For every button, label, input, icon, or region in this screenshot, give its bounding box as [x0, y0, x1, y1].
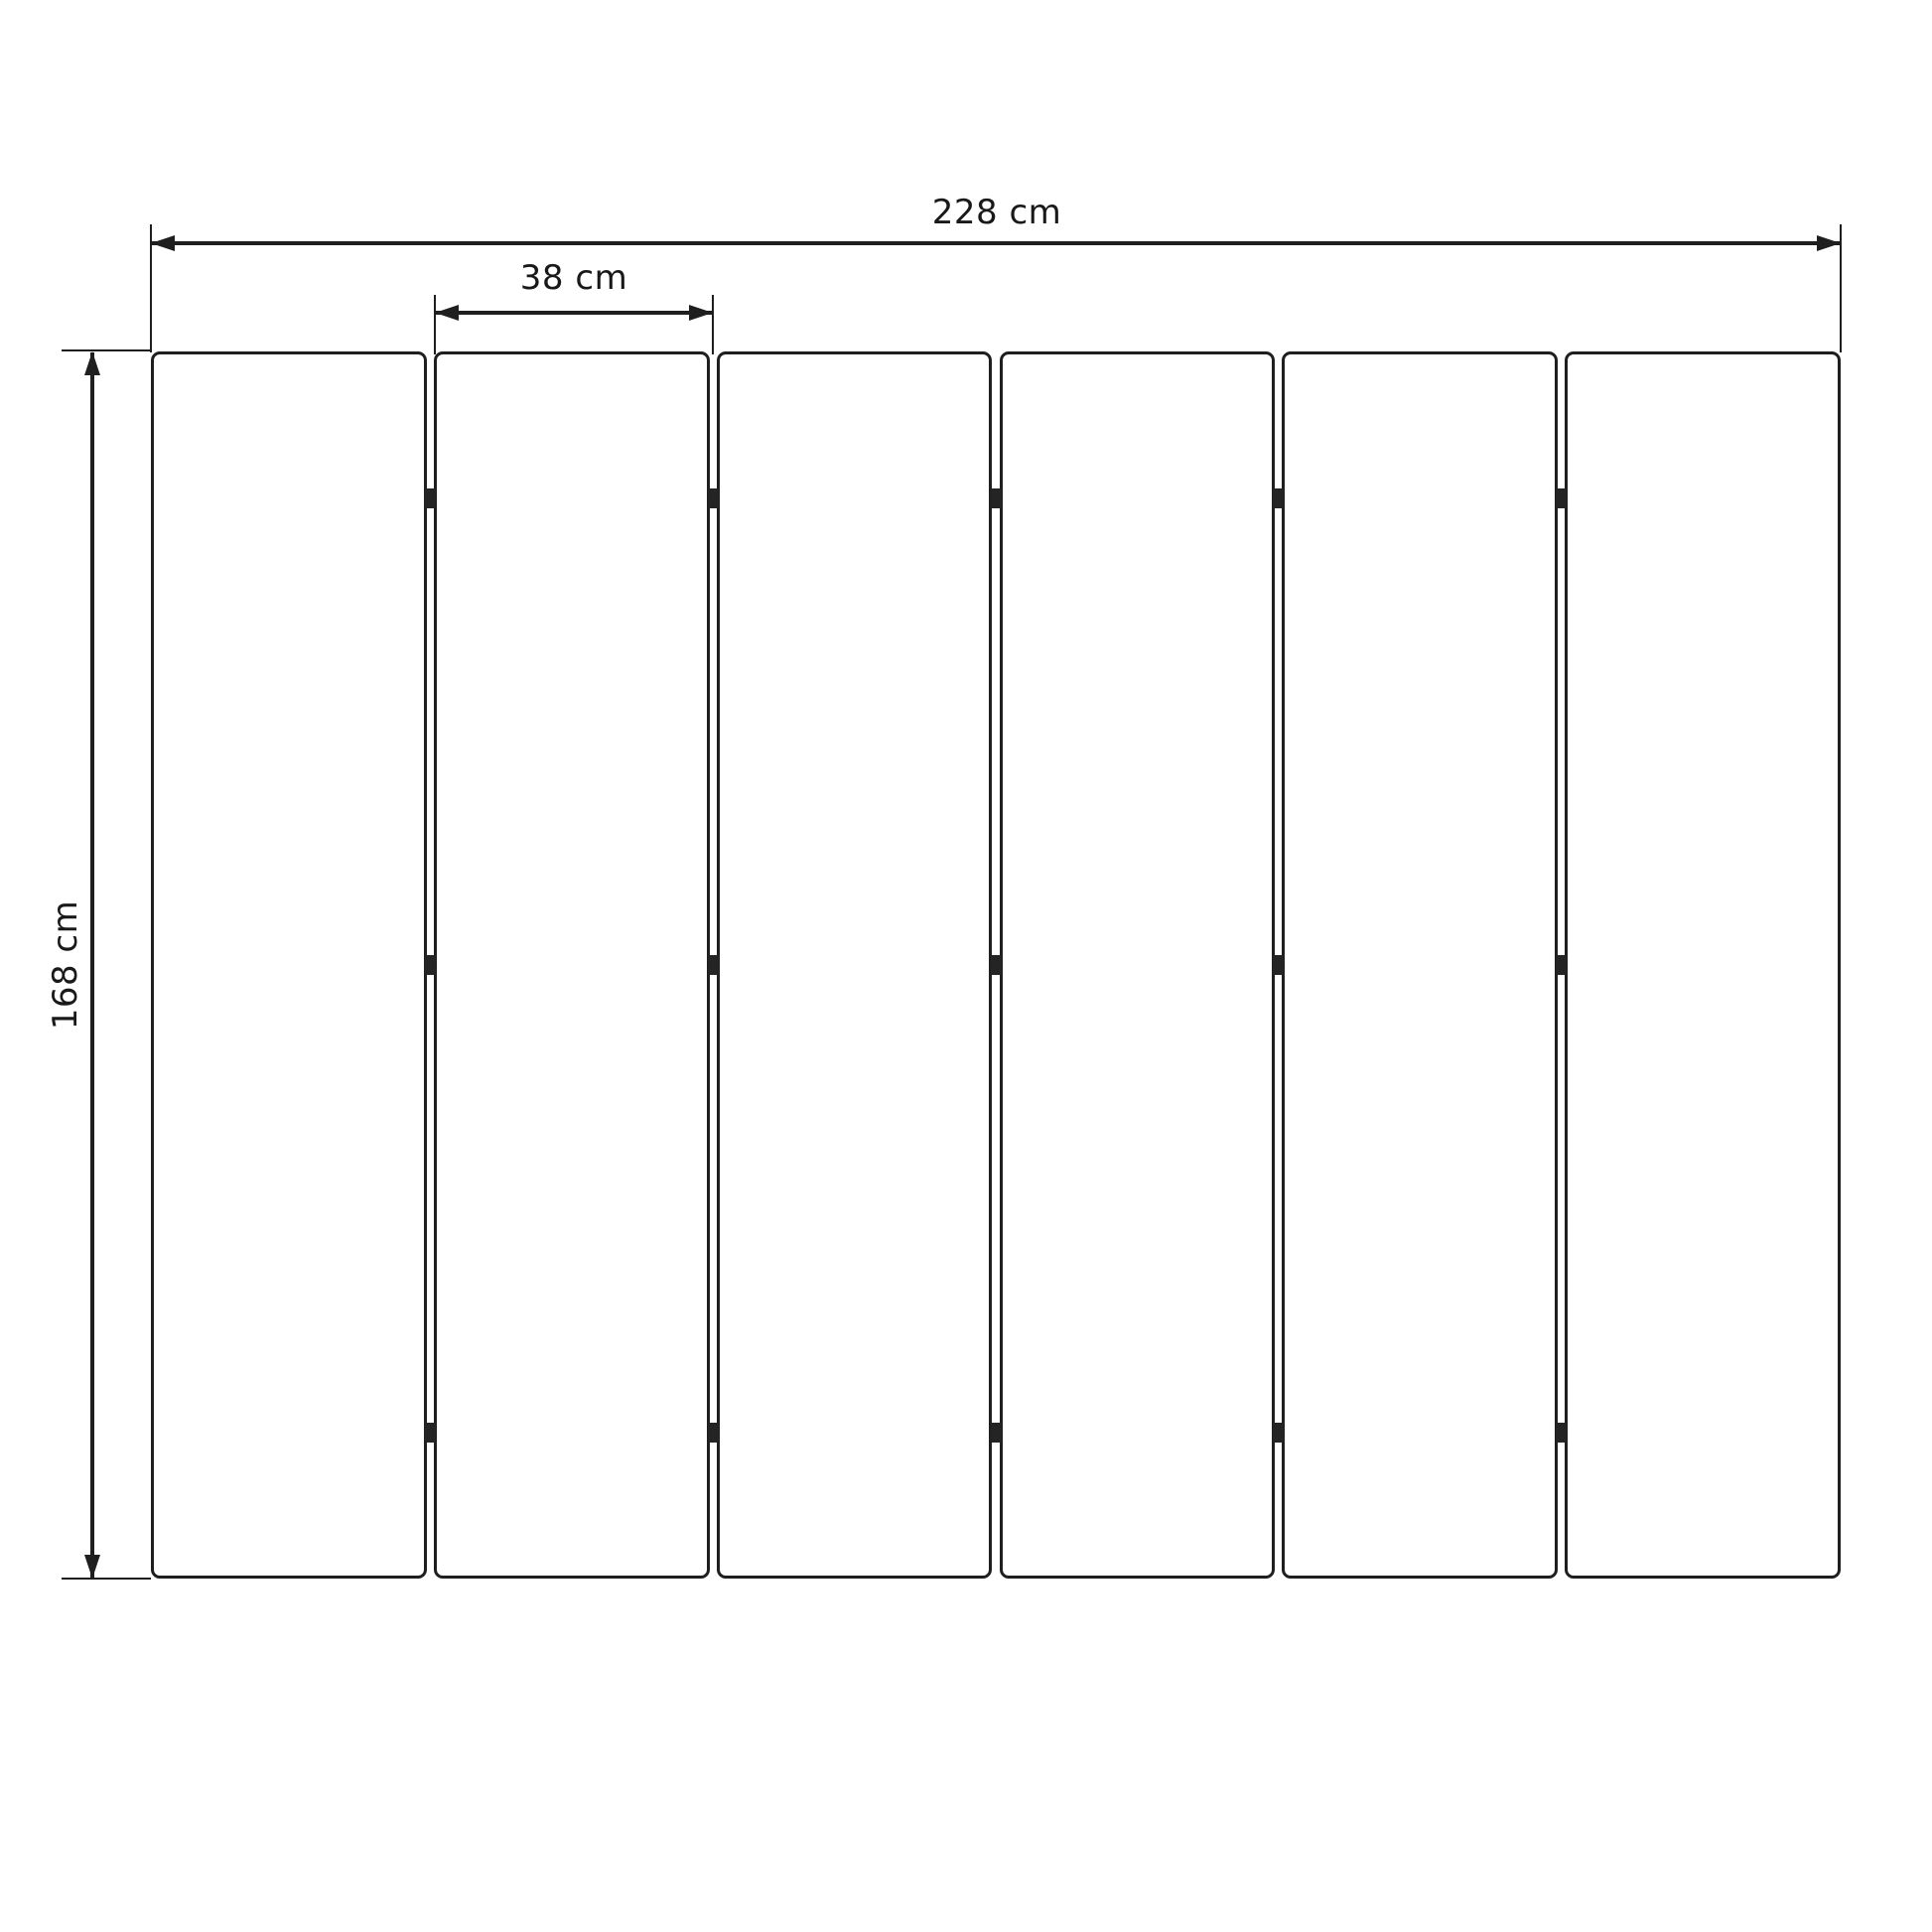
- hinge-mark: [708, 1423, 719, 1443]
- total-width-dimension-line: [151, 241, 1841, 245]
- dimension-arrow-left-icon: [435, 305, 459, 321]
- panel-width-label: 38 cm: [519, 258, 628, 298]
- panel: [434, 351, 710, 1579]
- dimension-arrow-left-icon: [151, 235, 175, 251]
- dimension-arrow-down-icon: [84, 1555, 100, 1579]
- panel: [1000, 351, 1276, 1579]
- hinge-mark: [425, 1423, 436, 1443]
- hinge-mark: [1273, 955, 1284, 975]
- dimension-arrow-up-icon: [84, 351, 100, 375]
- hinge-mark: [1556, 1423, 1567, 1443]
- hinge-mark: [1556, 488, 1567, 508]
- hinge-mark: [1273, 1423, 1284, 1443]
- height-label: 168 cm: [46, 899, 85, 1031]
- hinge-mark: [1273, 488, 1284, 508]
- extension-line-panel-right: [712, 295, 714, 354]
- extension-line-panel-left: [434, 295, 436, 354]
- panel: [1282, 351, 1558, 1579]
- total-width-label: 228 cm: [931, 193, 1062, 232]
- hinge-mark: [425, 488, 436, 508]
- hinge-mark: [991, 955, 1002, 975]
- hinge-mark: [708, 488, 719, 508]
- extension-line-height-top: [62, 349, 151, 351]
- panel: [151, 351, 427, 1579]
- extension-line-height-bottom: [62, 1578, 151, 1580]
- hinge-mark: [425, 955, 436, 975]
- hinge-mark: [991, 488, 1002, 508]
- height-dimension-line: [90, 352, 94, 1578]
- panel-width-dimension-line: [435, 311, 713, 315]
- hinge-mark: [1556, 955, 1567, 975]
- panel: [717, 351, 993, 1579]
- panel: [1565, 351, 1841, 1579]
- dimension-arrow-right-icon: [689, 305, 713, 321]
- hinge-mark: [708, 955, 719, 975]
- dimension-arrow-right-icon: [1817, 235, 1841, 251]
- hinge-mark: [991, 1423, 1002, 1443]
